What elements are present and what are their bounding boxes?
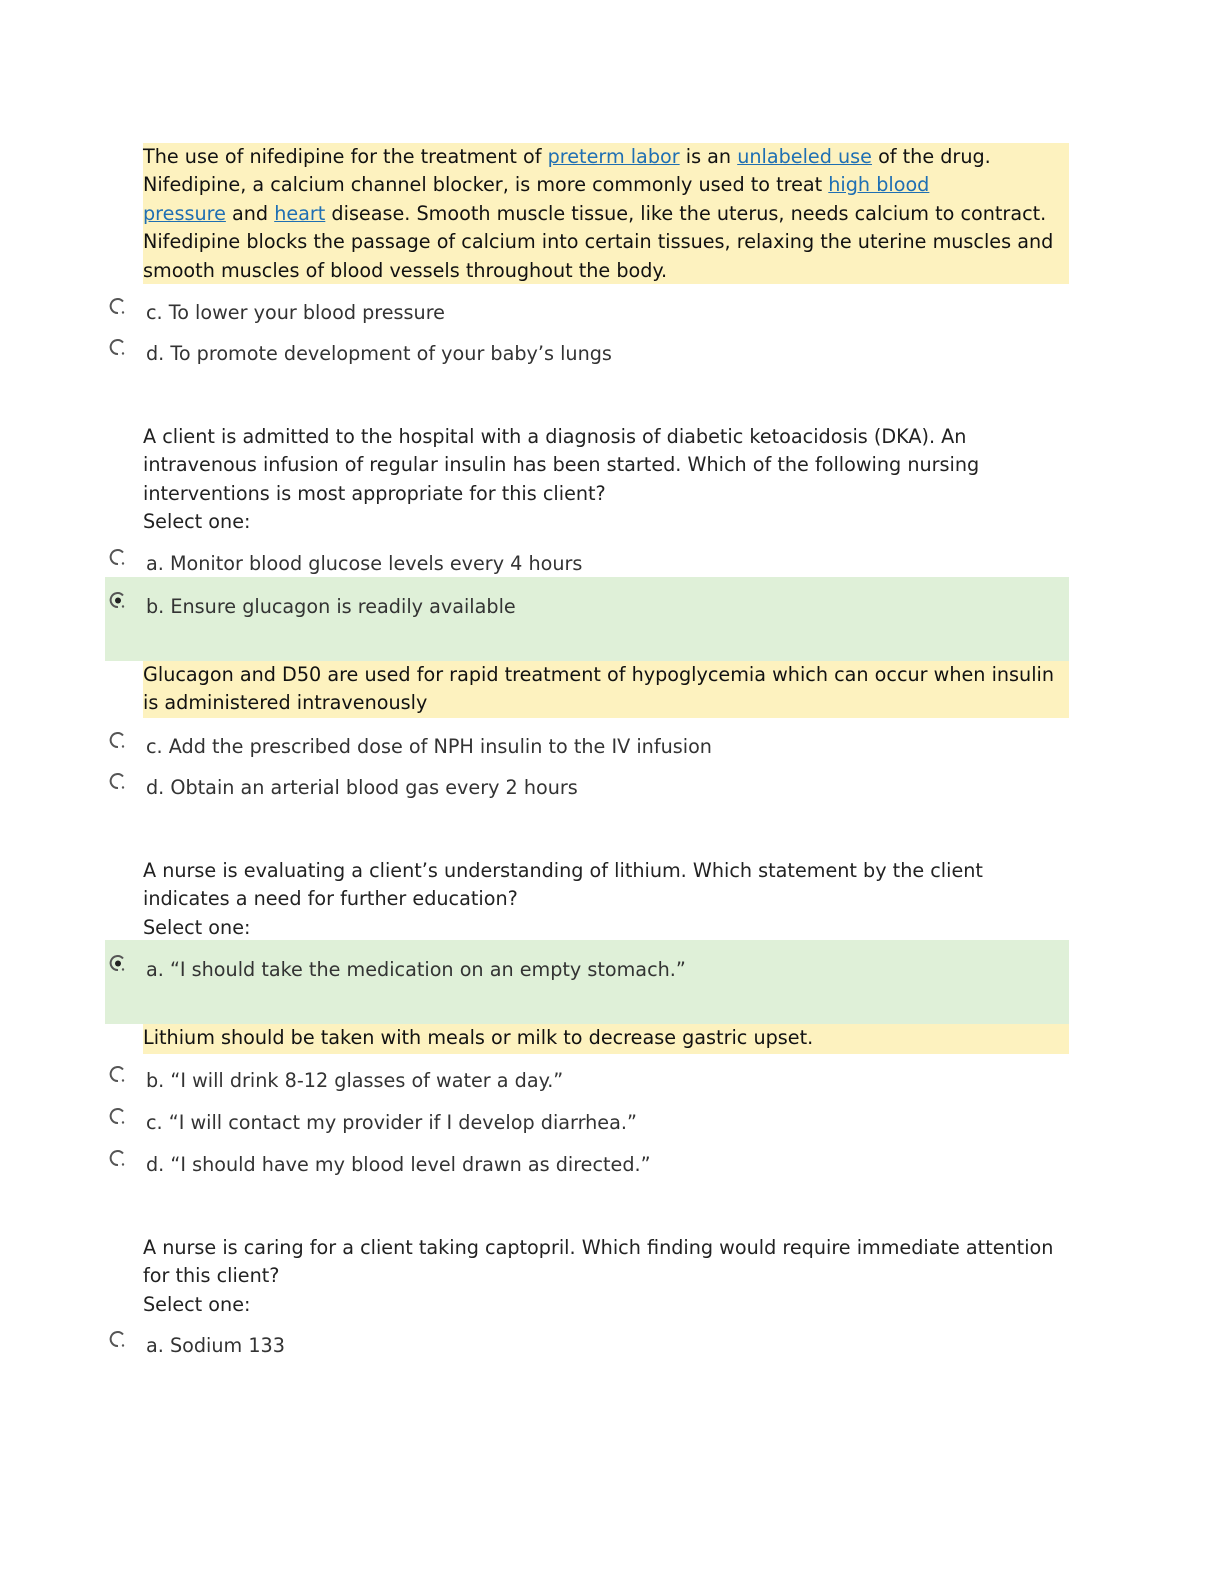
select-one-label: Select one:	[143, 915, 251, 939]
answer-option[interactable]	[105, 341, 1069, 371]
feedback-line	[143, 171, 1069, 199]
radio-unselected-icon[interactable]	[109, 1065, 127, 1083]
link-heart[interactable]: heart	[274, 201, 326, 225]
feedback-line	[143, 200, 1069, 228]
radio-selected-icon[interactable]	[109, 591, 127, 609]
question-text: interventions is most appropriate for this client?	[143, 481, 606, 505]
feedback-text: Nifedipine, a calcium channel blocker, is more commonly used to treat	[143, 173, 829, 197]
feedback-text: is an	[679, 145, 738, 168]
feedback-box	[143, 1024, 1069, 1054]
select-one-label: Select one:	[143, 510, 251, 534]
option-label: c. Add the prescribed dose of NPH insulin to the IV infusion	[146, 735, 712, 758]
answer-option[interactable]	[105, 1110, 1069, 1140]
option-label: d. “I should have my blood level drawn as directed.”	[146, 1153, 651, 1176]
answer-option-selected[interactable]	[105, 594, 1069, 624]
feedback-text: and	[225, 201, 275, 225]
question-text: indicates a need for further education?	[143, 887, 518, 911]
feedback-line: smooth muscles of blood vessels throughout the body.	[143, 258, 668, 282]
option-label: a. Sodium 133	[146, 1334, 285, 1357]
link-unlabeled-use[interactable]: unlabeled use	[737, 145, 872, 168]
link-high-blood-pressure[interactable]: high blood	[828, 173, 930, 197]
select-one-label: Select one:	[143, 1292, 251, 1316]
question-stem	[143, 1234, 1069, 1319]
option-label: b. Ensure glucagon is readily available	[146, 595, 516, 618]
question-text: for this client?	[143, 1264, 280, 1288]
option-label: c. “I will contact my provider if I develop diarrhea.”	[146, 1111, 637, 1134]
radio-unselected-icon[interactable]	[109, 731, 127, 749]
answer-option[interactable]	[105, 300, 1069, 330]
link-high-blood-pressure[interactable]: pressure	[143, 201, 226, 225]
radio-unselected-icon[interactable]	[109, 1107, 127, 1125]
radio-unselected-icon[interactable]	[109, 1149, 127, 1167]
option-label: a. “I should take the medication on an empty stomach.”	[146, 958, 686, 981]
question-text: A nurse is caring for a client taking captopril. Which finding would require immediate attention	[143, 1236, 1054, 1259]
question-text: A nurse is evaluating a client’s understanding of lithium. Which statement by the client	[143, 859, 983, 882]
feedback-line	[143, 143, 1069, 171]
feedback-box	[143, 143, 1069, 284]
feedback-box	[143, 661, 1069, 718]
option-label: a. Monitor blood glucose levels every 4 hours	[146, 552, 583, 575]
feedback-line: is administered intravenously	[143, 691, 428, 715]
radio-selected-icon[interactable]	[109, 954, 127, 972]
feedback-text: disease. Smooth muscle tissue, like the uterus, needs calcium to contract.	[325, 201, 1047, 225]
feedback-text: The use of nifedipine for the treatment of	[143, 145, 548, 168]
radio-unselected-icon[interactable]	[109, 338, 127, 356]
feedback-line: Lithium should be taken with meals or milk to decrease gastric upset.	[143, 1026, 814, 1049]
question-stem	[143, 857, 1069, 942]
answer-option[interactable]	[105, 775, 1069, 805]
option-label: d. Obtain an arterial blood gas every 2 hours	[146, 776, 578, 799]
feedback-line: Glucagon and D50 are used for rapid treatment of hypoglycemia which can occur when insulin	[143, 663, 1055, 686]
question-stem	[143, 423, 1069, 537]
feedback-text: of the drug.	[871, 145, 991, 168]
answer-option[interactable]	[105, 734, 1069, 764]
radio-unselected-icon[interactable]	[109, 1330, 127, 1348]
radio-unselected-icon[interactable]	[109, 297, 127, 315]
feedback-line: Nifedipine blocks the passage of calcium into certain tissues, relaxing the uterine muscles and	[143, 230, 1054, 254]
link-preterm-labor[interactable]: preterm labor	[547, 145, 680, 168]
answer-option[interactable]	[105, 1068, 1069, 1098]
option-label: b. “I will drink 8-12 glasses of water a day.”	[146, 1069, 564, 1092]
option-label: c. To lower your blood pressure	[146, 301, 445, 324]
option-label: d. To promote development of your baby’s lungs	[146, 342, 612, 365]
question-text: intravenous infusion of regular insulin has been started. Which of the following nursing	[143, 453, 980, 477]
answer-option[interactable]	[105, 1333, 1069, 1363]
radio-unselected-icon[interactable]	[109, 548, 127, 566]
answer-option[interactable]	[105, 1152, 1069, 1182]
answer-option-selected[interactable]	[105, 957, 1069, 987]
radio-unselected-icon[interactable]	[109, 772, 127, 790]
question-text: A client is admitted to the hospital with a diagnosis of diabetic ketoacidosis (DKA). An	[143, 425, 967, 448]
